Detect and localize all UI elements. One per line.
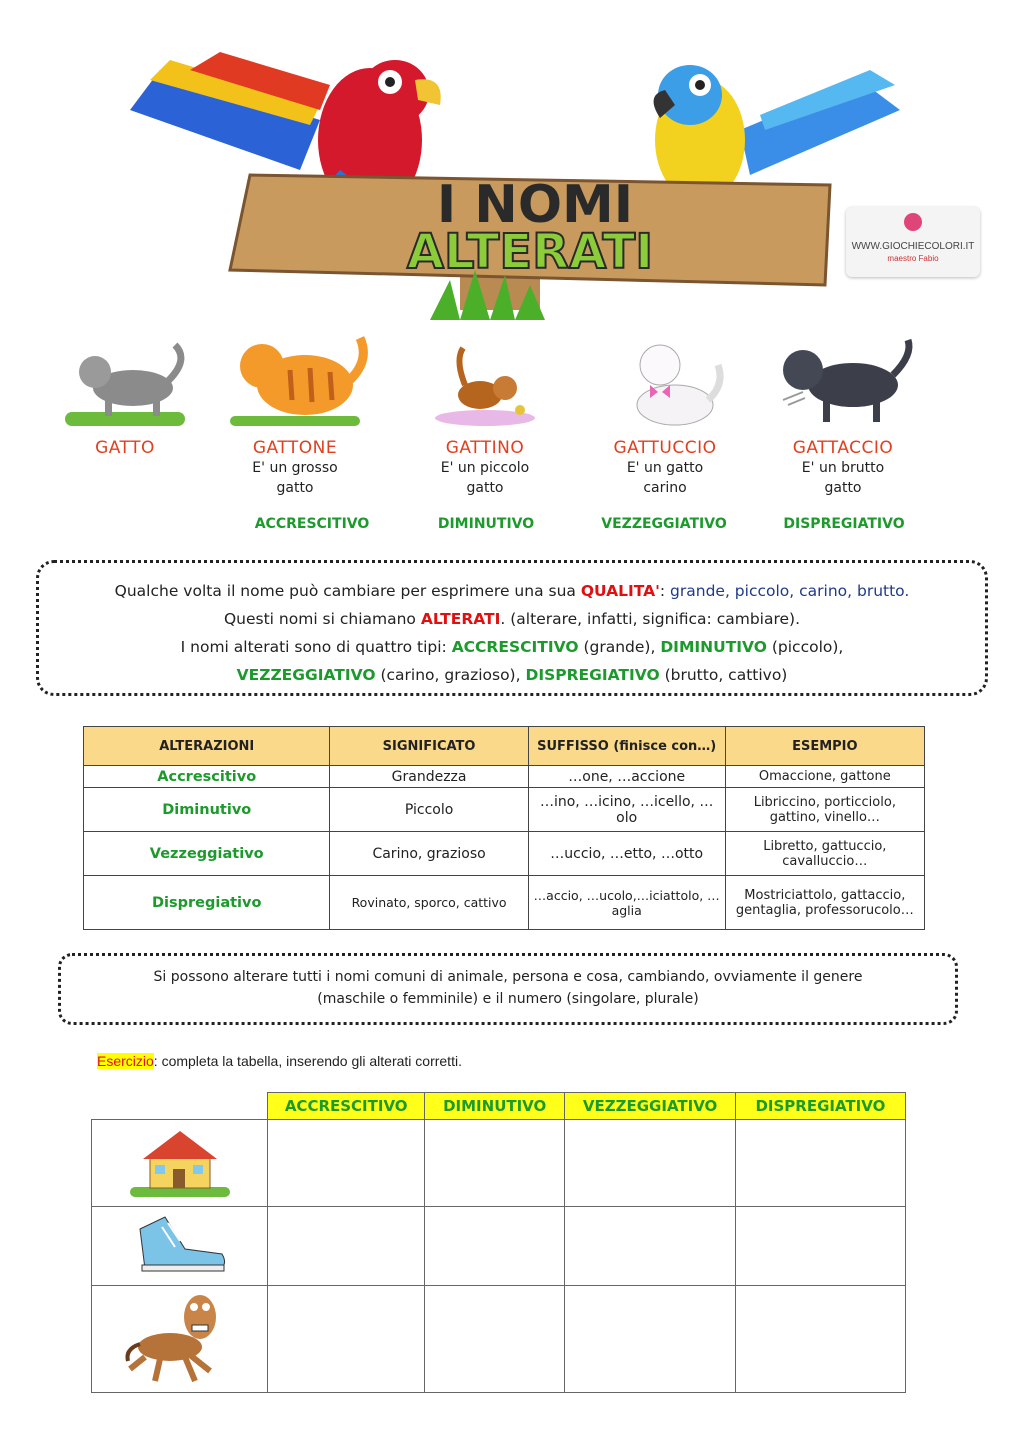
logo-url: WWW.GIOCHIECOLORI.IT	[851, 241, 975, 252]
answer-cell[interactable]	[565, 1286, 735, 1393]
answer-cell[interactable]	[425, 1120, 565, 1207]
alteration-meaning: Piccolo	[330, 788, 528, 832]
col-header: SIGNIFICATO	[330, 727, 528, 766]
exercise-instruction	[97, 1053, 462, 1069]
col-header: VEZZEGGIATIVO	[565, 1093, 735, 1120]
answer-cell[interactable]	[735, 1120, 905, 1207]
alteration-example: Libriccino, porticciolo, gattino, vinello…	[725, 788, 924, 832]
cat-cute-illustration	[600, 330, 730, 430]
note-line: (maschile o femminile) e il numero (singolare, plurale)	[317, 991, 699, 1007]
col-header: ESEMPIO	[725, 727, 924, 766]
alteration-suffix: …one, …accione	[528, 766, 725, 788]
house-icon	[125, 1121, 235, 1201]
answer-cell[interactable]	[268, 1207, 425, 1286]
exercise-row	[92, 1207, 906, 1286]
intro-line: Questi nomi si chiamano ALTERATI. (alterare, infatti, significa: cambiare).	[223, 610, 801, 628]
alteration-example: Libretto, gattuccio, cavalluccio…	[725, 832, 924, 876]
answer-cell[interactable]	[735, 1207, 905, 1286]
cat-big-illustration	[220, 330, 370, 430]
cat-desc: gatto	[466, 480, 504, 496]
table-row	[84, 766, 925, 788]
cat-gattuccio	[580, 330, 750, 498]
exercise-row	[92, 1120, 906, 1207]
note-line: Si possono alterare tutti i nomi comuni di animale, persona e cosa, cambiando, ovviamente il genere	[153, 969, 863, 985]
cat-desc: E' un brutto	[801, 460, 885, 476]
title-line1: I NOMI	[436, 175, 634, 235]
col-header: DISPREGIATIVO	[735, 1093, 905, 1120]
answer-cell[interactable]	[268, 1286, 425, 1393]
alteration-suffix: …uccio, …etto, …otto	[528, 832, 725, 876]
alteration-meaning: Grandezza	[330, 766, 528, 788]
exercise-row	[92, 1286, 906, 1393]
cat-small-illustration	[425, 330, 545, 430]
cat-desc: carino	[643, 480, 687, 496]
alteration-example: Omaccione, gattone	[725, 766, 924, 788]
cat-desc: gatto	[276, 480, 314, 496]
cat-gattino	[400, 330, 570, 498]
cat-desc: E' un grosso	[252, 460, 338, 476]
cat-gattone	[210, 330, 380, 498]
exercise-table	[91, 1092, 906, 1393]
alteration-name: Vezzeggiativo	[84, 832, 330, 876]
cat-gattaccio	[758, 330, 928, 498]
type-label: VEZZEGGIATIVO	[601, 516, 727, 532]
shoe-cell	[92, 1207, 268, 1286]
title-line2: ALTERATI	[406, 224, 654, 280]
col-header: ACCRESCITIVO	[268, 1093, 425, 1120]
exercise-label: Esercizio	[97, 1053, 154, 1069]
answer-cell[interactable]	[565, 1207, 735, 1286]
exercise-text: : completa la tabella, inserendo gli alterati corretti.	[153, 1053, 462, 1069]
horse-icon	[120, 1289, 240, 1385]
intro-line: Qualche volta il nome può cambiare per esprimere una sua QUALITA': grande, piccolo, carino, brutto.	[114, 582, 910, 600]
type-label: DIMINUTIVO	[437, 516, 535, 532]
alteration-example: Mostriciattolo, gattaccio, gentaglia, professorucolo…	[725, 876, 924, 930]
cat-name: GATTO	[95, 438, 155, 458]
exercise-header-row	[92, 1093, 906, 1120]
answer-cell[interactable]	[268, 1120, 425, 1207]
answer-cell[interactable]	[735, 1286, 905, 1393]
answer-cell[interactable]	[425, 1207, 565, 1286]
cat-normal-illustration	[55, 330, 195, 430]
col-header: DIMINUTIVO	[425, 1093, 565, 1120]
shoe-icon	[130, 1209, 230, 1279]
cat-name: GATTINO	[445, 438, 525, 458]
alteration-suffix: …accio, …ucolo,…iciattolo, …aglia	[528, 876, 725, 930]
alteration-meaning: Carino, grazioso	[330, 832, 528, 876]
alteration-suffix: …ino, …icino, …icello, …olo	[528, 788, 725, 832]
cat-name: GATTUCCIO	[613, 438, 717, 458]
type-label: DISPREGIATIVO	[783, 516, 905, 532]
table-row	[84, 876, 925, 930]
header-illustration	[0, 0, 1024, 330]
cat-desc: E' un piccolo	[440, 460, 530, 476]
house-cell	[92, 1120, 268, 1207]
intro-line: VEZZEGGIATIVO (carino, grazioso), DISPREGIATIVO (brutto, cattivo)	[236, 666, 788, 684]
alteration-name: Accrescitivo	[84, 766, 330, 788]
horse-cell	[92, 1286, 268, 1393]
logo-flower-icon	[904, 213, 922, 231]
parrots-sign-illustration	[0, 0, 1024, 330]
note-box	[58, 953, 958, 1025]
type-label: ACCRESCITIVO	[254, 516, 370, 532]
blank-header	[92, 1093, 268, 1120]
table-header-row	[84, 727, 925, 766]
answer-cell[interactable]	[565, 1120, 735, 1207]
col-header: SUFFISSO (finisce con…)	[528, 727, 725, 766]
col-header: ALTERAZIONI	[84, 727, 330, 766]
cat-desc: E' un gatto	[626, 460, 704, 476]
site-logo	[846, 207, 980, 277]
logo-author: maestro Fabio	[887, 254, 939, 263]
intro-line: I nomi alterati sono di quattro tipi: ACCRESCITIVO (grande), DIMINUTIVO (piccolo),	[180, 638, 844, 656]
cat-name: GATTACCIO	[792, 438, 894, 458]
intro-box	[36, 560, 988, 696]
alterations-table	[83, 726, 925, 930]
table-row	[84, 832, 925, 876]
cat-gatto	[40, 330, 210, 458]
table-row	[84, 788, 925, 832]
answer-cell[interactable]	[425, 1286, 565, 1393]
alteration-meaning: Rovinato, sporco, cattivo	[330, 876, 528, 930]
alteration-name: Dispregiativo	[84, 876, 330, 930]
cat-name: GATTONE	[252, 438, 338, 458]
alteration-name: Diminutivo	[84, 788, 330, 832]
cat-ugly-illustration	[763, 330, 923, 430]
cat-desc: gatto	[824, 480, 862, 496]
